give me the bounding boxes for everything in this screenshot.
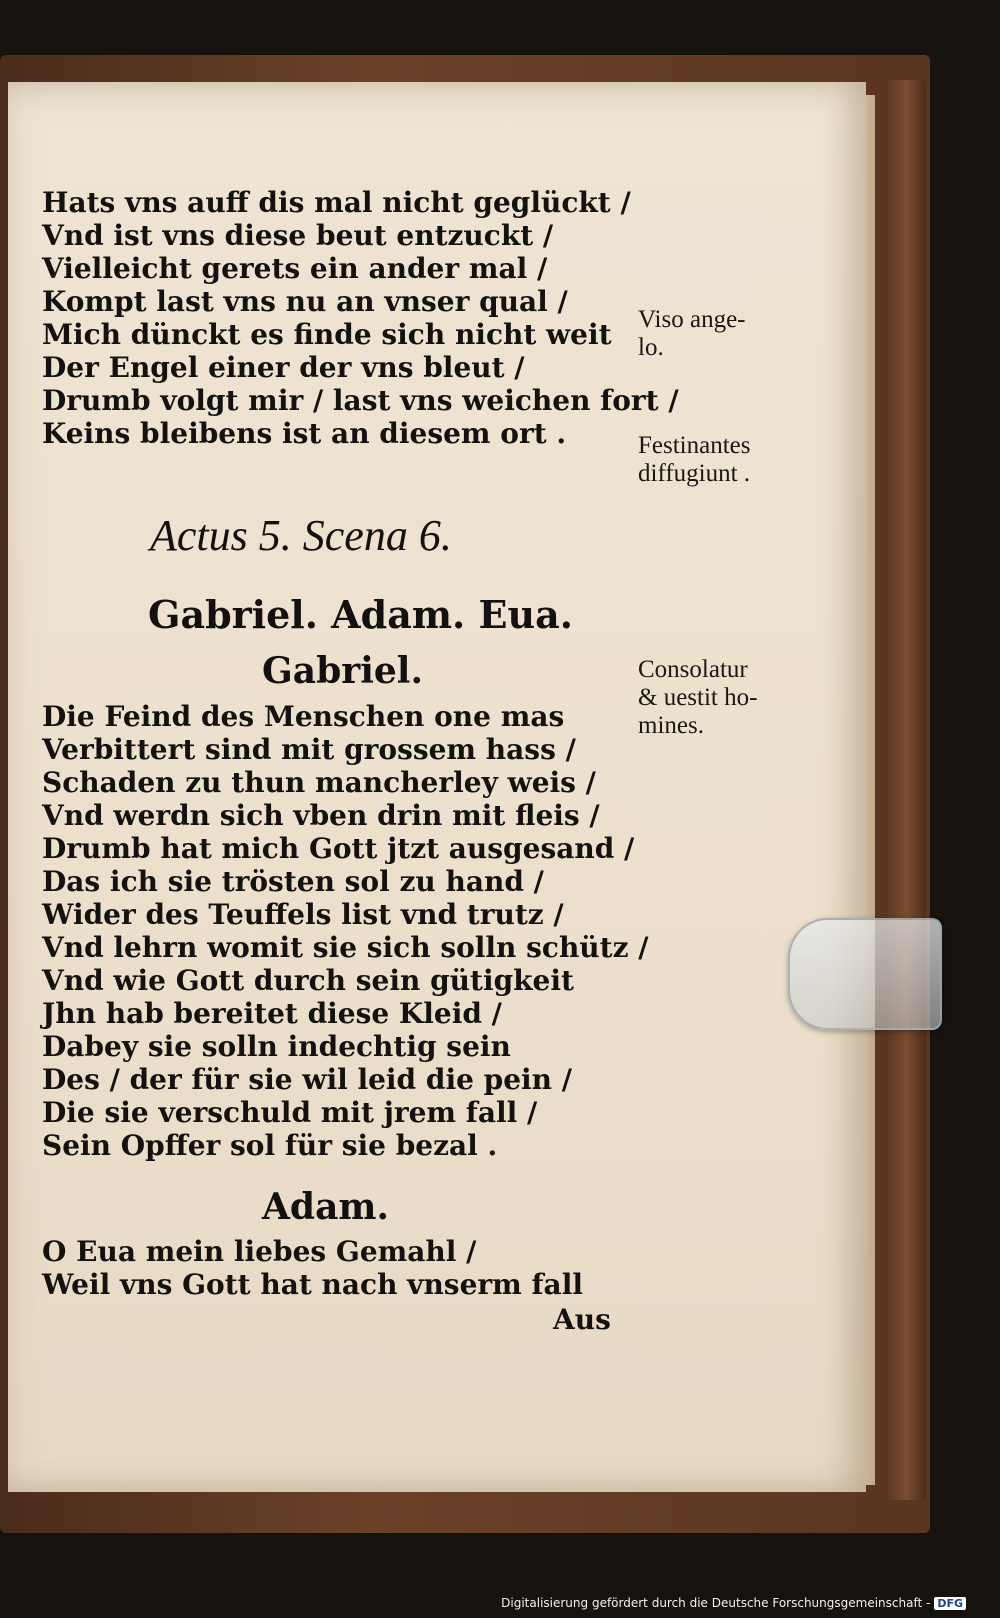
verse-line: Die sie verschuld mit jrem fall / [42,1096,538,1129]
dfg-logo: DFG [934,1597,966,1610]
verse-line: Vielleicht gerets ein ander mal / [42,252,548,285]
act-scene-heading: Actus 5. Scena 6. [150,511,452,560]
verse-line: Vnd ist vns diese beut entzuckt / [42,219,554,252]
catchword: Aus [553,1303,611,1336]
page-clip [788,918,942,1030]
marginal-note-festinantes [638,432,751,488]
marginal-note-consolatur [638,656,757,740]
note-line: Festinantes [638,432,751,459]
scene-speakers: Gabriel. Adam. Eua. [148,592,573,637]
verse-line: Wider des Teuffels list vnd trutz / [42,898,564,931]
verse-line: Hats vns auff dis mal nicht geglückt / [42,186,631,219]
verse-line: Dabey sie solln indechtig sein [42,1030,511,1063]
note-line: Consolatur [638,656,748,683]
verse-line: Verbittert sind mit grossem hass / [42,733,576,766]
verse-line: Des / der für sie wil leid die pein / [42,1063,573,1096]
note-line: Viso ange- [638,306,746,333]
verse-line: Vnd wie Gott durch sein gütigkeit [42,964,574,997]
note-line: & uestit ho- [638,684,758,711]
verse-line: Das ich sie trösten sol zu hand / [42,865,544,898]
verse-line: Kompt last vns nu an vnser qual / [42,285,568,318]
verse-line: Drumb hat mich Gott jtzt ausgesand / [42,832,635,865]
verse-line: Keins bleibens ist an diesem ort . [42,417,567,450]
marginal-note-viso [638,306,746,362]
verse-block-gabriel [42,700,648,1162]
speaker-heading-adam: Adam. [262,1186,390,1228]
verse-line: O Eua mein liebes Gemahl / [42,1235,477,1268]
verse-line: Jhn hab bereitet diese Kleid / [42,997,502,1030]
verse-line: Sein Opffer sol für sie bezal . [42,1129,498,1162]
verse-line: Vnd lehrn womit sie sich solln schütz / [42,931,649,964]
note-line: diffugiunt . [638,460,751,487]
verse-line: Vnd werdn sich vben drin mit fleis / [42,799,600,832]
note-line: lo. [638,334,664,361]
footer-text: Digitalisierung gefördert durch die Deutsche Forschungsgemeinschaft - [501,1596,931,1610]
cover-edge [888,80,926,1500]
note-line: mines. [638,712,704,739]
speaker-heading-gabriel: Gabriel. [262,650,423,692]
verse-line: Drumb volgt mir / last vns weichen fort / [42,384,679,417]
verse-line: Mich dünckt es finde sich nicht weit [42,318,612,351]
verse-block-top [42,186,679,450]
verse-line: Die Feind des Menschen one mas [42,700,565,733]
verse-line: Weil vns Gott hat nach vnserm fall [42,1268,583,1301]
verse-line: Schaden zu thun mancherley weis / [42,766,596,799]
verse-line: Der Engel einer der vns bleut / [42,351,525,384]
digitization-footer [501,1596,966,1610]
verse-block-adam [42,1235,583,1301]
